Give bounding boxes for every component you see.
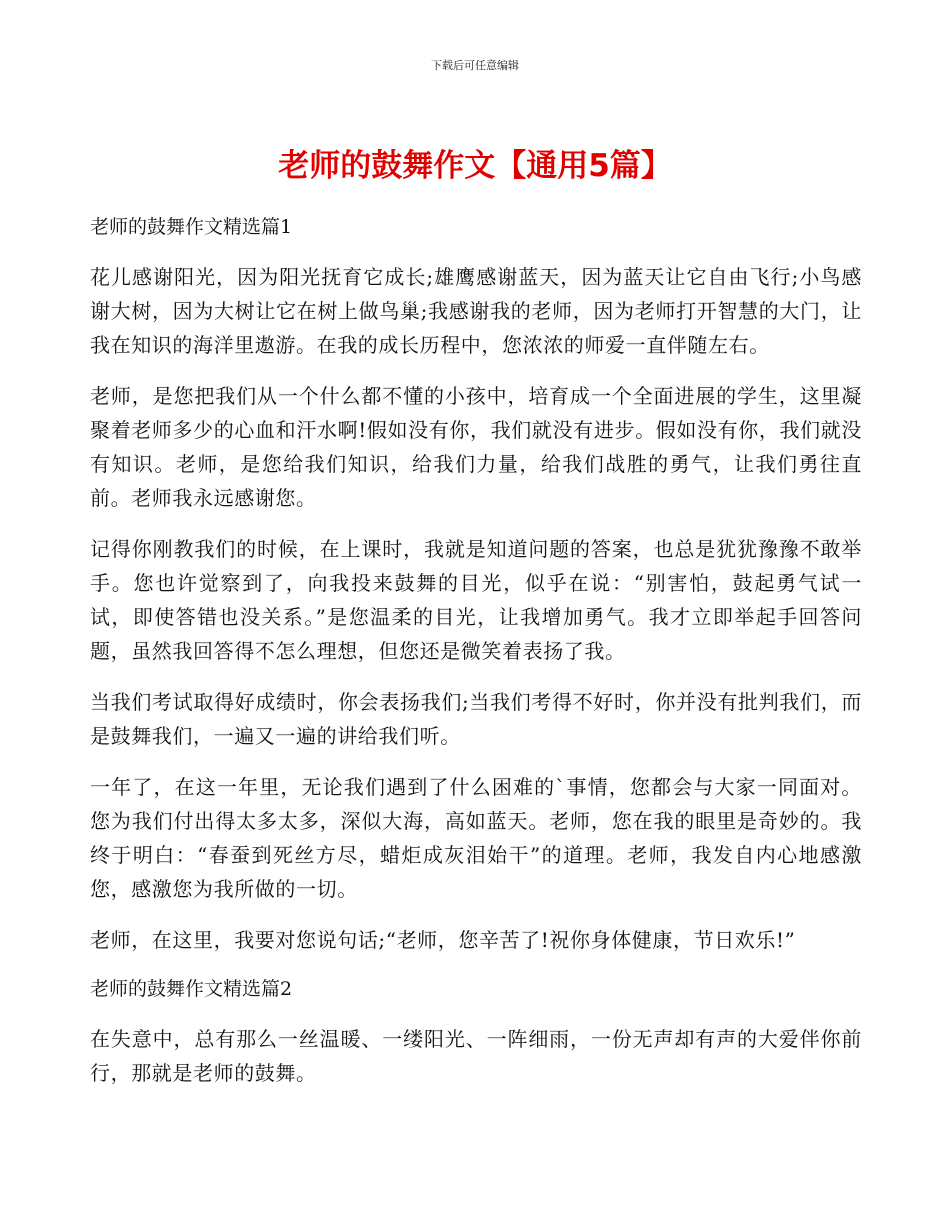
document-title: 老师的鼓舞作文【通用5篇】	[278, 148, 672, 184]
paragraph: 一年了，在这一年里，无论我们遇到了什么困难的`事情，您都会与大家一同面对。您为我们付出得太多太多，深似大海，高如蓝天。老师，您在我的眼里是奇妙的。我终于明白：“春蚕到死丝方尽，蜡炬成灰泪始干”的道理。老师，我发自内心地感激您，感激您为我所做的一切。	[90, 775, 862, 901]
paragraph: 在失意中，总有那么一丝温暖、一缕阳光、一阵细雨，一份无声却有声的大爱伴你前行，那就是老师的鼓舞。	[90, 1027, 862, 1085]
paragraph: 老师，是您把我们从一个什么都不懂的小孩中，培育成一个全面进展的学生，这里凝聚着老师多少的心血和汗水啊!假如没有你，我们就没有进步。假如没有你，我们就没有知识。老师，是您给我们知识，给我们力量，给我们战胜的勇气，让我们勇往直前。老师我永远感谢您。	[90, 384, 862, 510]
paragraph: 记得你刚教我们的时候，在上课时，我就是知道问题的答案，也总是犹犹豫豫不敢举手。您也许觉察到了，向我投来鼓舞的目光，似乎在说：“别害怕，鼓起勇气试一试，即使答错也没关系。”是您温柔的目光，让我增加勇气。我才立即举起手回答问题，虽然我回答得不怎么理想，但您还是微笑着表扬了我。	[90, 537, 862, 663]
section-heading-2: 老师的鼓舞作文精选篇2	[90, 978, 293, 1000]
paragraph: 老师，在这里，我要对您说句话;“老师，您辛苦了!祝你身体健康，节日欢乐!”	[90, 928, 796, 952]
document-body	[90, 212, 862, 1107]
paragraph: 花儿感谢阳光，因为阳光抚育它成长;雄鹰感谢蓝天，因为蓝天让它自由飞行;小鸟感谢大树，因为大树让它在树上做鸟巢;我感谢我的老师，因为老师打开智慧的大门，让我在知识的海洋里遨游。在我的成长历程中，您浓浓的师爱一直伴随左右。	[90, 265, 862, 357]
paragraph: 当我们考试取得好成绩时，你会表扬我们;当我们考得不好时，你并没有批判我们，而是鼓舞我们，一遍又一遍的讲给我们听。	[90, 690, 862, 748]
section-heading-1: 老师的鼓舞作文精选篇1	[90, 216, 293, 238]
header-note: 下载后可任意编辑	[431, 59, 519, 72]
